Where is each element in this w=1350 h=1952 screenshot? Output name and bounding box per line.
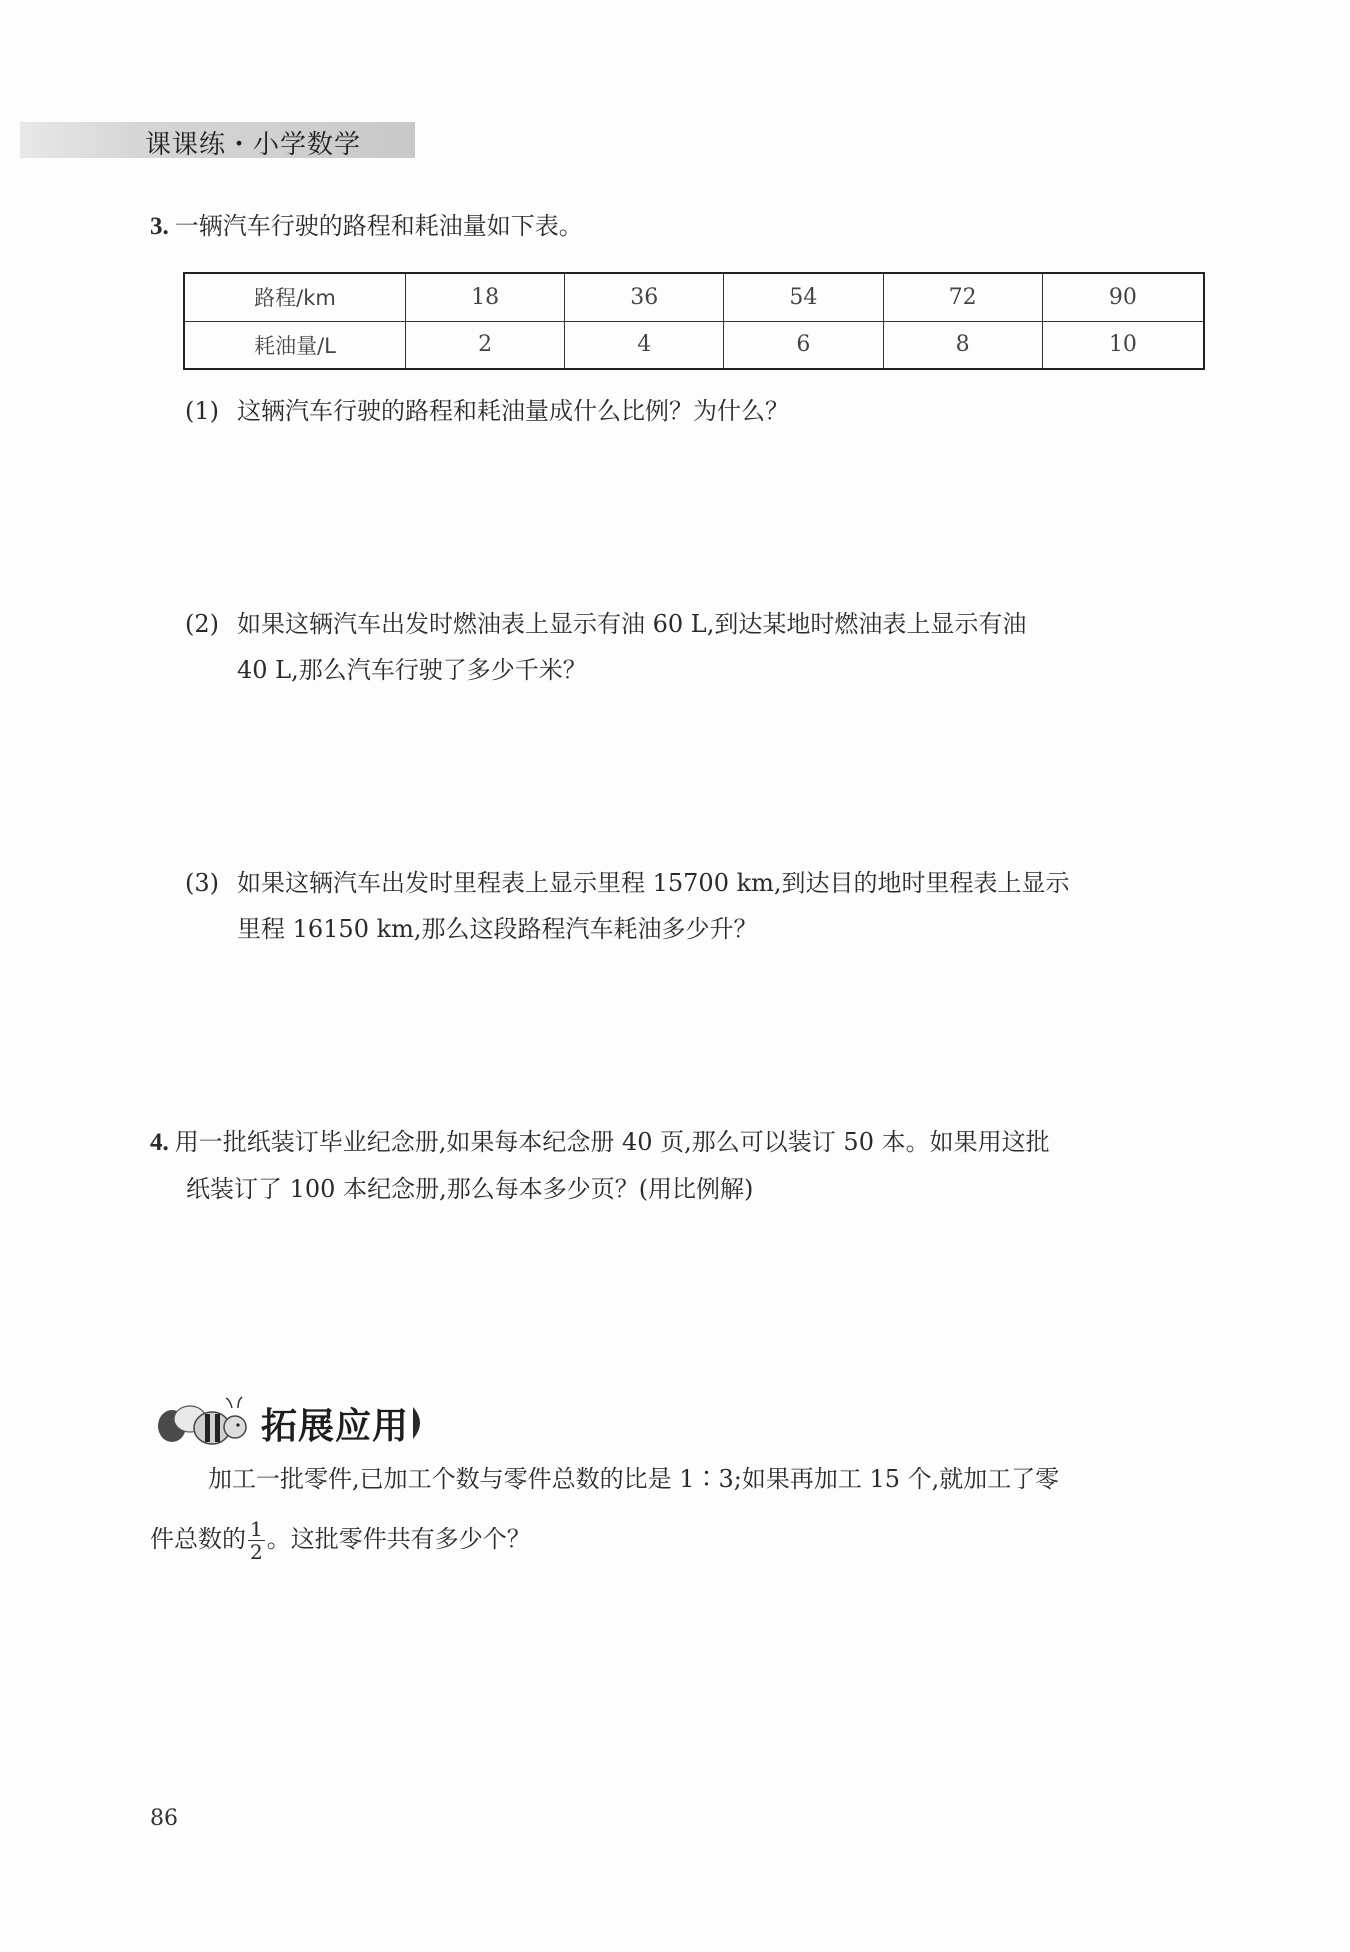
sub-question-label: (3) xyxy=(185,869,219,897)
extension-title: 拓展应用 xyxy=(261,1405,410,1447)
table-cell: 8 xyxy=(883,321,1042,369)
table-cell: 4 xyxy=(565,321,724,369)
table-row-header: 耗油量/L xyxy=(184,321,406,369)
sub-question-3 xyxy=(185,860,1205,952)
fraction-denominator: 2 xyxy=(250,1540,263,1564)
sub-question-text: 这辆汽车行驶的路程和耗油量成什么比例？为什么？ xyxy=(237,397,789,425)
table-cell: 36 xyxy=(565,273,724,321)
sub-question-label: (2) xyxy=(185,610,219,638)
page-number: 86 xyxy=(150,1806,178,1831)
question-text: 一辆汽车行驶的路程和耗油量如下表。 xyxy=(174,212,583,240)
data-table xyxy=(183,272,1205,370)
sub-question-line: 如果这辆汽车出发时里程表上显示里程 15700 km,到达目的地时里程表上显示 xyxy=(237,869,1070,897)
question-3 xyxy=(150,203,583,250)
question-line: 纸装订了 100 本纪念册,那么每本多少页？(用比例解) xyxy=(186,1175,754,1203)
table-cell: 10 xyxy=(1042,321,1204,369)
fraction-numerator: 1 xyxy=(250,1517,263,1541)
sub-question-line: 40 L,那么汽车行驶了多少千米？ xyxy=(237,656,587,684)
table-row xyxy=(184,273,1204,321)
question-line: 用一批纸装订毕业纪念册,如果每本纪念册 40 页,那么可以装订 50 本。如果用这批 xyxy=(174,1128,1050,1156)
question-number: 4. xyxy=(150,1129,169,1156)
sub-question-label: (1) xyxy=(185,397,219,425)
header-title: 课课练・小学数学 xyxy=(145,130,362,160)
table-row-header: 路程/km xyxy=(184,273,406,321)
question-4 xyxy=(150,1119,1208,1212)
table-cell: 54 xyxy=(724,273,883,321)
table-cell: 6 xyxy=(724,321,883,369)
extension-text: 。这批零件共有多少个？ xyxy=(266,1525,531,1553)
bee-icon xyxy=(150,1394,255,1452)
extension-line: 加工一批零件,已加工个数与零件总数的比是 1∶3;如果再加工 15 个,就加工了零 xyxy=(208,1465,1060,1493)
table-cell: 2 xyxy=(406,321,565,369)
question-number: 3. xyxy=(150,213,169,240)
table-cell: 72 xyxy=(883,273,1042,321)
table-cell: 18 xyxy=(406,273,565,321)
extension-text: 件总数的 xyxy=(150,1525,246,1553)
sub-question-2 xyxy=(185,601,1205,693)
fraction xyxy=(248,1518,265,1563)
extension-line-2 xyxy=(150,1516,1208,1563)
extension-heading xyxy=(150,1393,429,1453)
sub-question-line: 如果这辆汽车出发时燃油表上显示有油 60 L,到达某地时燃油表上显示有油 xyxy=(237,610,1027,638)
title-end-icon xyxy=(409,1403,429,1443)
sub-question-line: 里程 16150 km,那么这段路程汽车耗油多少升？ xyxy=(237,915,758,943)
table-cell: 90 xyxy=(1042,273,1204,321)
extension-problem xyxy=(150,1456,1208,1563)
table-row xyxy=(184,321,1204,369)
sub-question-1 xyxy=(185,388,1205,434)
